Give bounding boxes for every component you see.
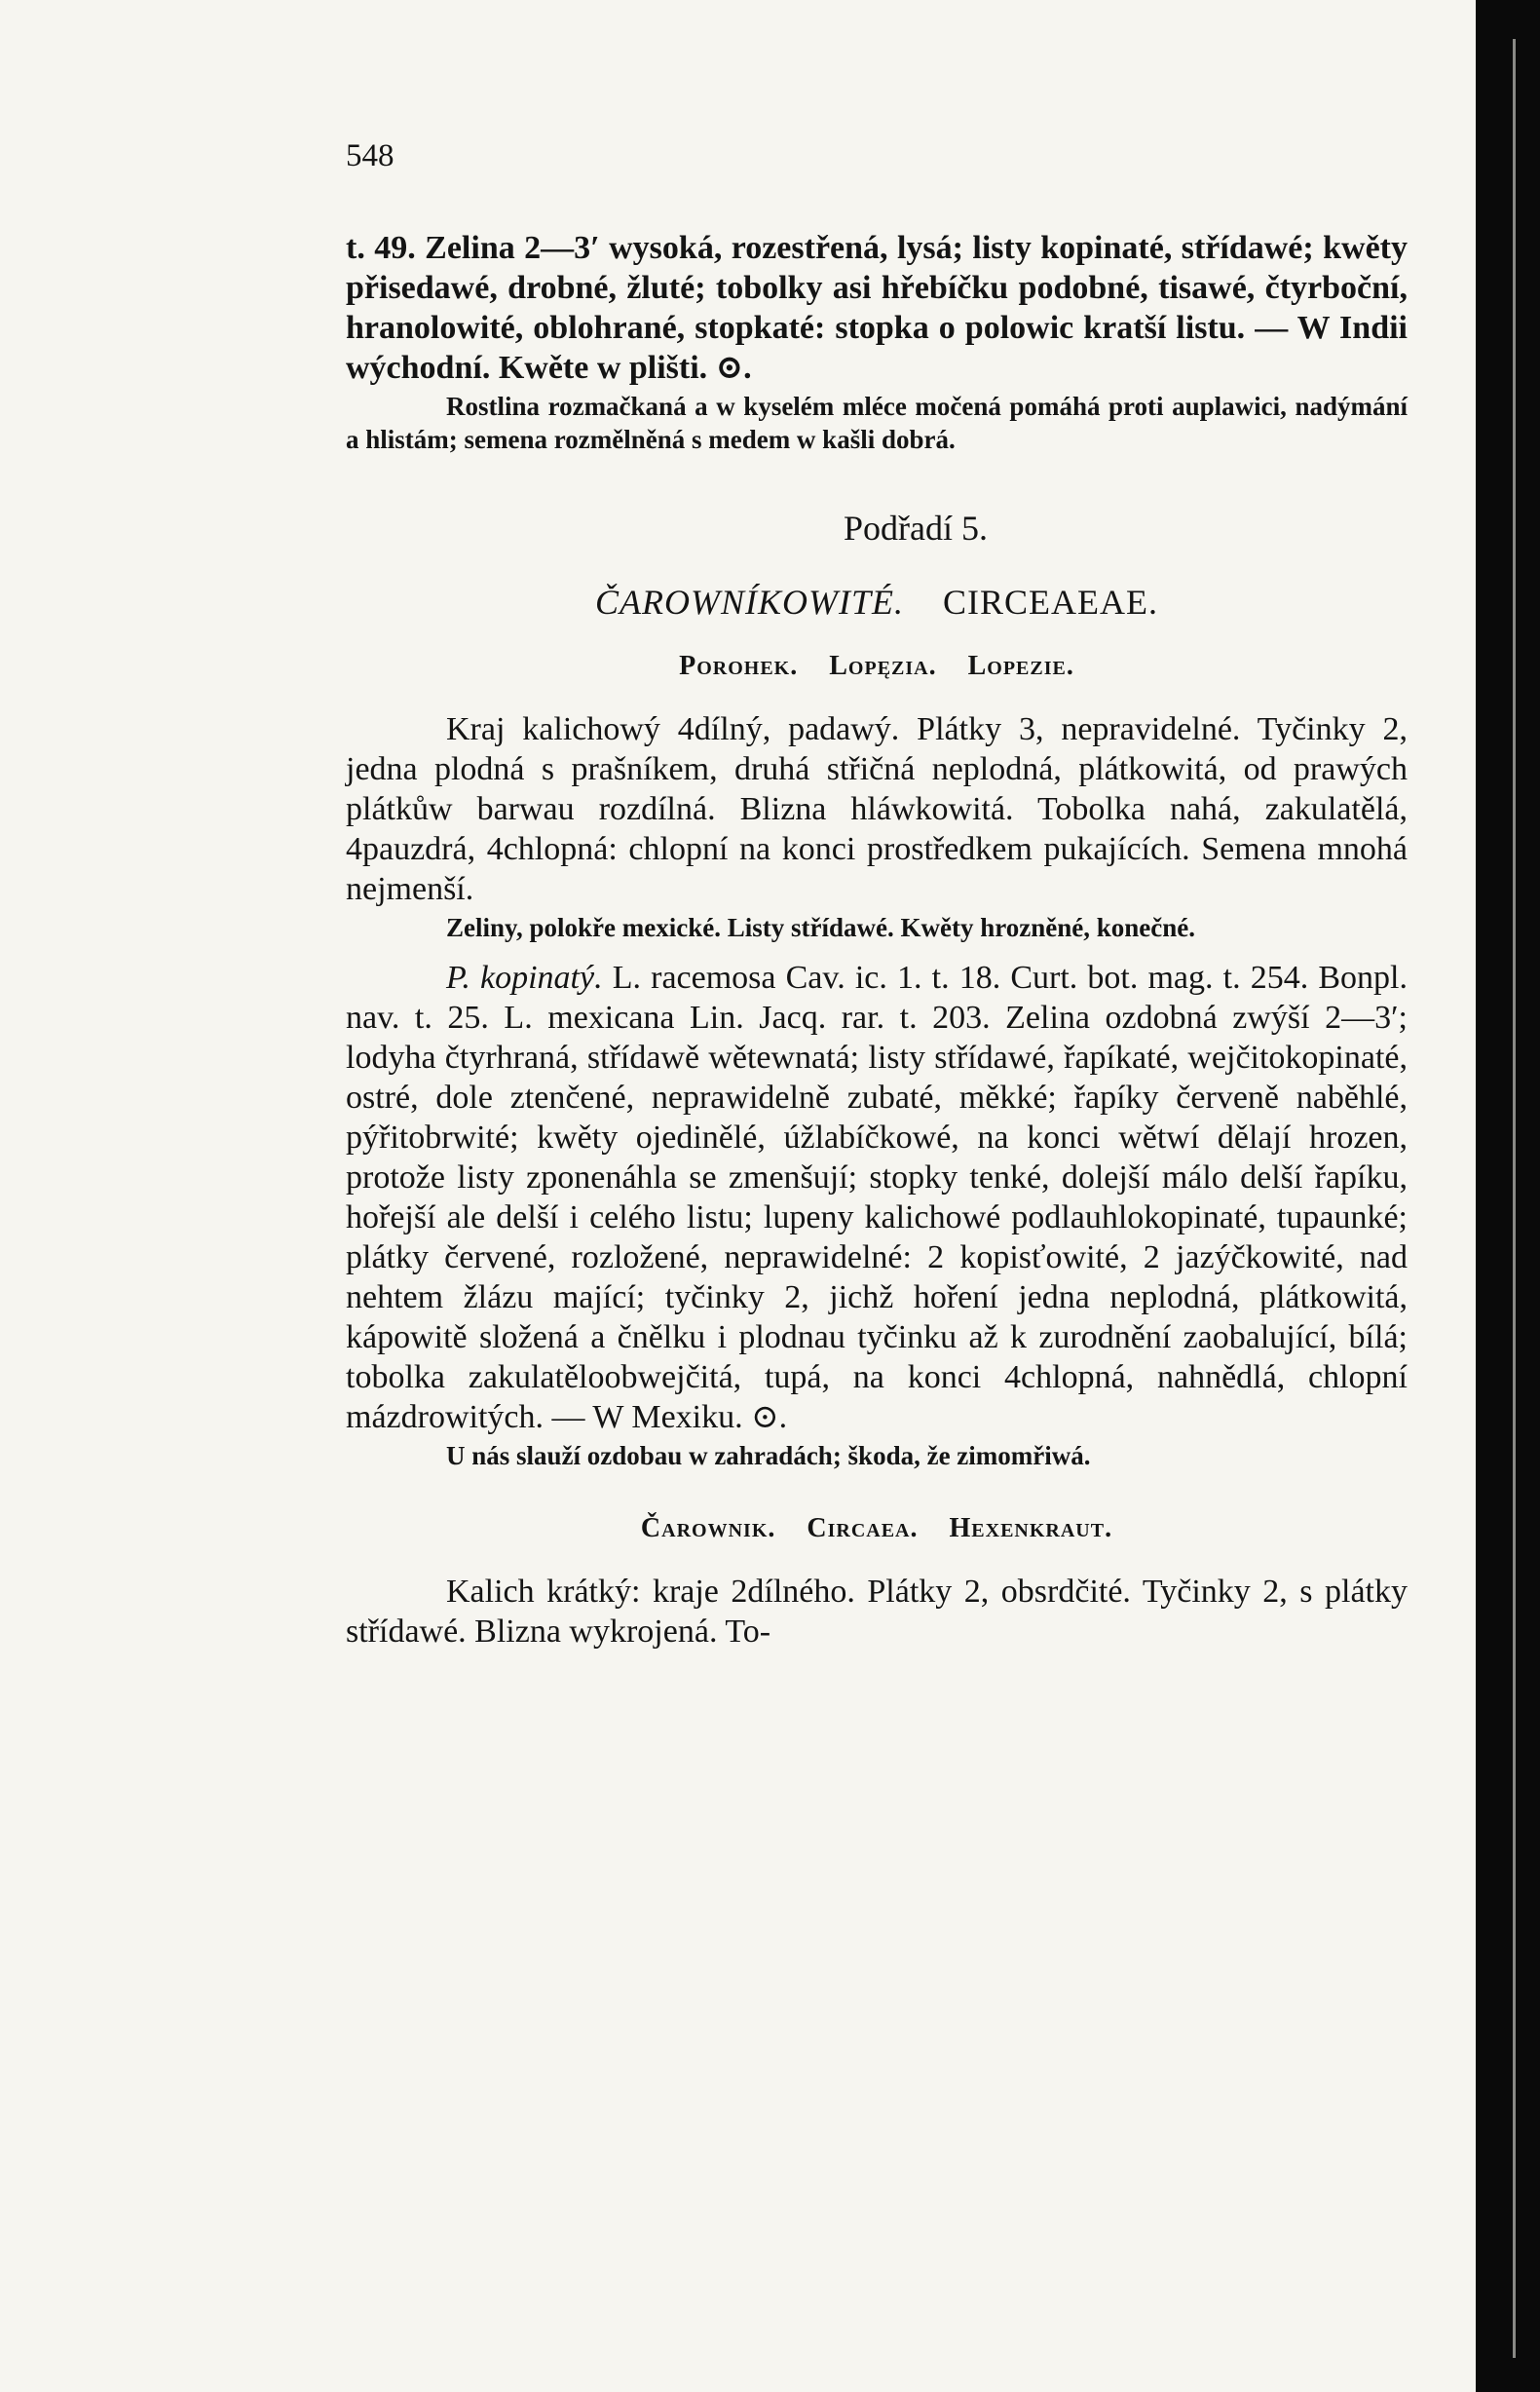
genus-description-circaea: Kalich krátký: kraje 2dílného. Plátky 2, obsrdčité. Tyčinky 2, s plátky střídawé. Blizna wykrojená. To- (346, 1574, 1408, 1650)
page-number: 548 (346, 138, 394, 173)
genus-latin-name: Lopęzia. (829, 651, 937, 681)
family-latin-name: CIRCEAEAE. (942, 583, 1158, 622)
genus-german-name: Hexenkraut. (949, 1513, 1113, 1543)
genus-note-lopezia: Zeliny, polokře mexické. Listy střídawé. Kwěty hrozněné, konečné. (446, 913, 1195, 942)
genus-heading-lopezia (346, 649, 1408, 684)
page-edge-line (1513, 39, 1516, 2358)
page-text (346, 136, 1408, 1652)
species-name: P. kopinatý. (446, 960, 603, 996)
genus-heading-circaea (346, 1511, 1408, 1546)
species-paragraph (346, 958, 1408, 1437)
scan-border (1476, 0, 1540, 2392)
entry-49-note: Rostlina rozmačkaná a w kyselém mléce močená pomáhá proti auplawici, nadýmání a hlistám; semena rozmělněná s medem w kašli dobrá. (346, 392, 1408, 454)
genus-czech-name: Porohek. (679, 651, 799, 681)
suborder-heading: Podřadí 5. (844, 509, 988, 548)
genus-german-name: Lopezie. (967, 651, 1074, 681)
genus-latin-name: Circaea. (807, 1513, 919, 1543)
entry-49-paragraph: t. 49. Zelina 2—3′ wysoká, rozestřená, lysá; listy kopinaté, střídawé; kwěty přisedawé, drobné, žluté; tobolky asi hřebíčku podobné, tisawé, čtyrboční, hranolowité, oblohrané, stopkaté: stopka o polowic kratší listu. — W Indii wýchodní. Kwěte w plišti. ⊙. (346, 230, 1408, 386)
family-czech-name: ČAROWNÍKOWITÉ. (595, 583, 904, 622)
family-heading (346, 581, 1408, 624)
genus-description-lopezia: Kraj kalichowý 4dílný, padawý. Plátky 3, nepravidelné. Tyčinky 2, jedna plodná s prašníkem, druhá střičná neplodná, plátkowitá, od prawých plátkůw barwau rozdílná. Blizna hláwkowitá. Tobolka nahá, zakulatělá, 4pauzdrá, 4chlopná: chlopní na konci prostředkem pukajících. Semena mnohá nejmenší. (346, 711, 1408, 907)
species-note: U nás slauží ozdobau w zahradách; škoda, že zimomřiwá. (446, 1441, 1091, 1470)
genus-czech-name: Čarownik. (640, 1513, 776, 1543)
species-text: L. racemosa Cav. ic. 1. t. 18. Curt. bot. mag. t. 254. Bonpl. nav. t. 25. L. mexicana Lin. Jacq. rar. t. 203. Zelina ozdobná zwýší 2—3′; lodyha čtyrhraná, střídawě wětewnatá; listy střídawé, řapíkaté, wejčitokopinaté, ostré, dole ztenčené, neprawidelně zubaté, měkké; řapíky červeně naběhlé, pýřitobrwité; kwěty ojedinělé, úžlabíčkowé, na konci wětwí dělají hrozen, protože listy zponenáhla se zmenšují; stopky tenké, dolejší málo delší řapíku, hořejší ale delší i celého listu; lupeny kalichowé podlauhlokopinaté, tupaunké; plátky červené, rozložené, neprawidelné: 2 kopisťowité, 2 jazýčkowité, nad nehtem žlázu mající; tyčinky 2, jichž hoření jedna neplodná, plátkowitá, kápowitě složená a čnělku i plodnau tyčinku až k zurodnění zaobalující, bílá; tobolka zakulatěloobwejčitá, tupá, na konci 4chlopná, nahnědlá, chlopní mázdrowitých. — W Mexiku. ⊙. (346, 960, 1408, 1435)
